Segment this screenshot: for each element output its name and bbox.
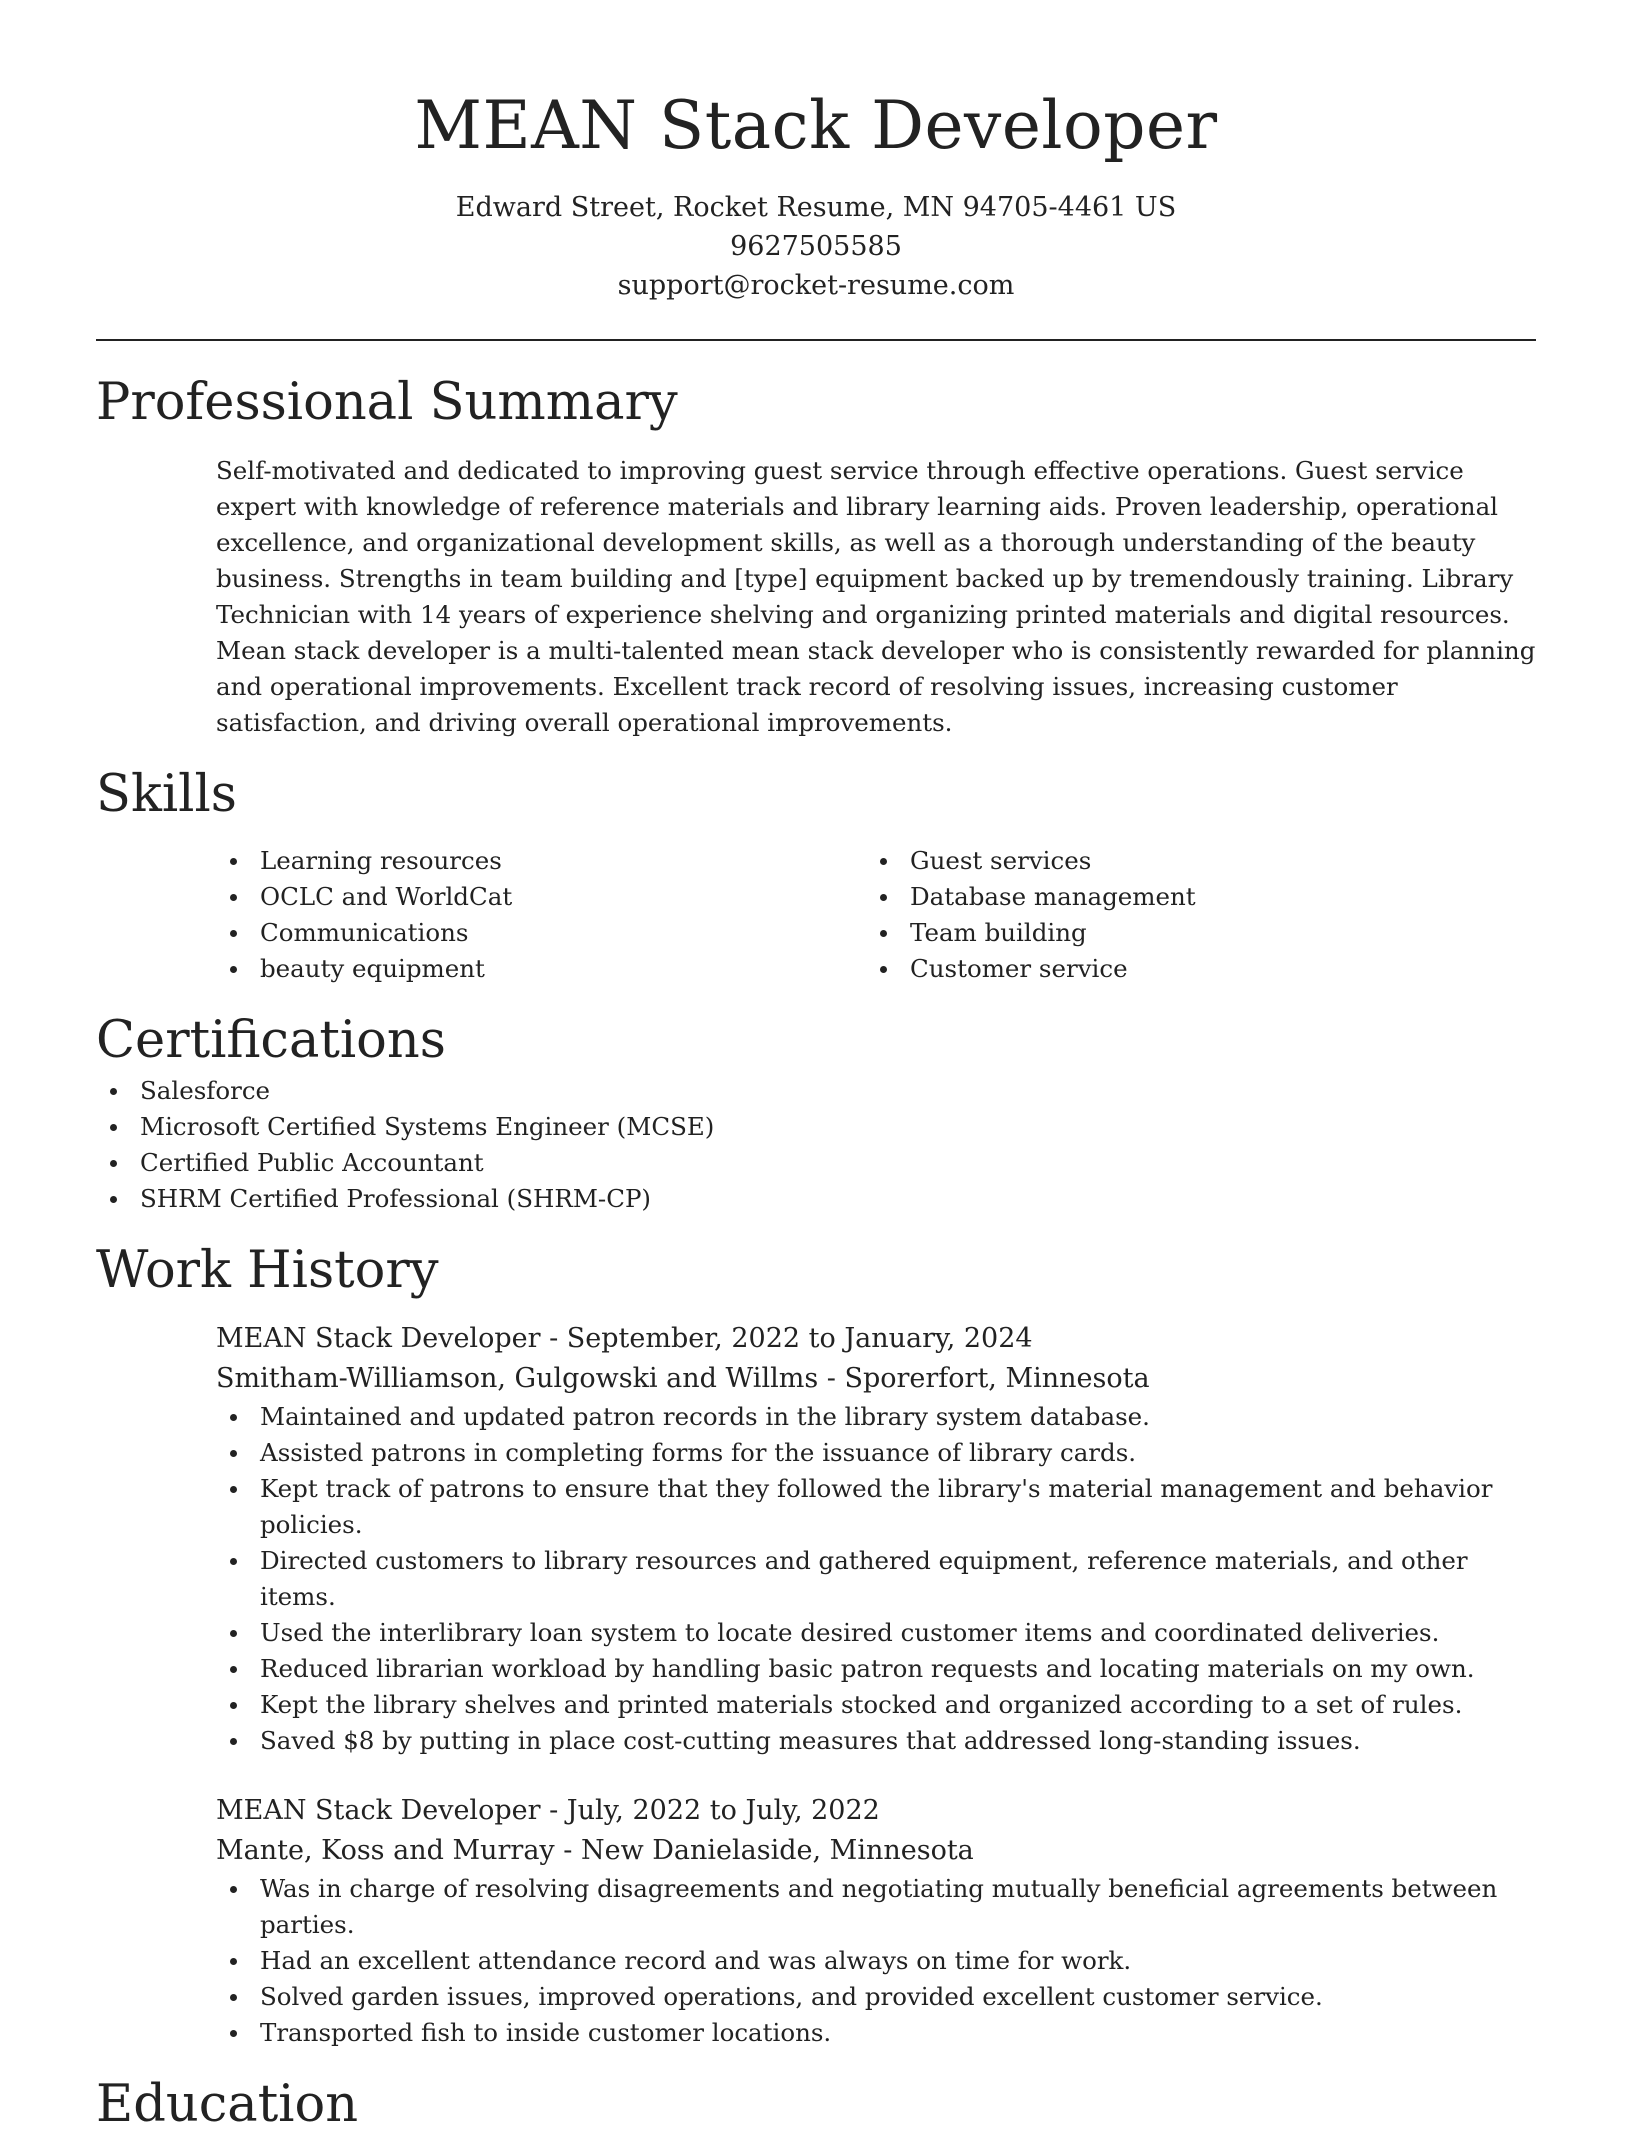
job-role: MEAN Stack Developer — [216, 1795, 541, 1826]
work-history-section — [96, 1239, 1536, 2051]
job-entry — [216, 1791, 1536, 2051]
duty-item: Saved $8 by putting in place cost-cutting measures that addressed long-standing issues. — [216, 1723, 1536, 1759]
skill-item: beauty equipment — [216, 951, 866, 987]
email-address: support@rocket-resume.com — [617, 270, 1015, 301]
skill-item: Database management — [866, 879, 1516, 915]
skills-section — [96, 763, 1536, 987]
job-company-line — [216, 1831, 1536, 1871]
skills-column-right — [866, 843, 1516, 987]
skill-item: Team building — [866, 915, 1516, 951]
skill-item: OCLC and WorldCat — [216, 879, 866, 915]
job-location: - New Danielaside, Minnesota — [554, 1835, 974, 1866]
duty-item: Was in charge of resolving disagreements and negotiating mutually beneficial agreements between parties. — [216, 1871, 1536, 1943]
job-location: - Sporerfort, Minnesota — [818, 1363, 1150, 1394]
certifications-list — [96, 1073, 1536, 1217]
certifications-section — [96, 1009, 1536, 1217]
certification-item: Certified Public Accountant — [96, 1145, 1536, 1181]
skills-heading: Skills — [96, 765, 237, 824]
candidate-name: MEAN Stack Developer — [414, 87, 1218, 164]
duty-item: Reduced librarian workload by handling basic patron requests and locating materials on my own. — [216, 1651, 1536, 1687]
job-duties — [216, 1871, 1536, 2051]
skill-item: Customer service — [866, 951, 1516, 987]
job-company-line — [216, 1359, 1536, 1399]
duty-item: Solved garden issues, improved operations, and provided excellent customer service. — [216, 1979, 1536, 2015]
duty-item: Kept track of patrons to ensure that they followed the library's material management and behavior policies. — [216, 1471, 1536, 1543]
duty-item: Had an excellent attendance record and was always on time for work. — [216, 1943, 1536, 1979]
certification-item: Salesforce — [96, 1073, 1536, 1109]
certification-item: Microsoft Certified Systems Engineer (MCSE) — [96, 1109, 1536, 1145]
job-company: Smitham-Williamson, Gulgowski and Willms — [216, 1363, 819, 1394]
address: Edward Street, Rocket Resume, MN 94705-4461 US — [455, 192, 1177, 223]
job-dates: - September, 2022 to January, 2024 — [540, 1323, 1033, 1354]
job-company: Mante, Koss and Murray — [216, 1835, 555, 1866]
certifications-heading: Certifications — [96, 1011, 446, 1070]
job-duties — [216, 1399, 1536, 1759]
phone-number: 9627505585 — [730, 231, 902, 262]
duty-item: Directed customers to library resources and gathered equipment, reference materials, and other items. — [216, 1543, 1536, 1615]
summary-section — [96, 371, 1536, 741]
education-section — [96, 2073, 1536, 2137]
job-entry — [216, 1319, 1536, 1759]
education-heading: Education — [96, 2075, 359, 2134]
skill-item: Learning resources — [216, 843, 866, 879]
resume-page — [96, 0, 1536, 2137]
certification-item: SHRM Certified Professional (SHRM-CP) — [96, 1181, 1536, 1217]
duty-item: Assisted patrons in completing forms for the issuance of library cards. — [216, 1435, 1536, 1471]
summary-heading: Professional Summary — [96, 373, 678, 432]
duty-item: Maintained and updated patron records in the library system database. — [216, 1399, 1536, 1435]
resume-header — [96, 0, 1536, 305]
skill-item: Guest services — [866, 843, 1516, 879]
duty-item: Transported fish to inside customer locations. — [216, 2015, 1536, 2051]
skills-grid — [216, 843, 1536, 987]
contact-info — [96, 188, 1536, 305]
skills-column-left — [216, 843, 866, 987]
duty-item: Kept the library shelves and printed materials stocked and organized according to a set of rules. — [216, 1687, 1536, 1723]
skill-item: Communications — [216, 915, 866, 951]
job-title-line — [216, 1319, 1536, 1359]
job-role: MEAN Stack Developer — [216, 1323, 541, 1354]
header-divider — [96, 339, 1536, 341]
summary-text: Self-motivated and dedicated to improving guest service through effective operations. Guest service expert with knowledge of reference materials and library learning aids. Proven leadership, operational excellence, and organizational development skills, as well as a thorough understanding of the beauty business. Strengths in team building and [type] equipment backed up by tremendously training. Library Technician with 14 years of experience shelving and organizing printed materials and digital resources. Mean stack developer is a multi-talented mean stack developer who is consistently rewarded for planning and operational improvements. Excellent track record of resolving issues, increasing customer satisfaction, and driving overall operational improvements. — [216, 456, 1536, 737]
job-title-line — [216, 1791, 1536, 1831]
work-history-heading: Work History — [96, 1241, 439, 1300]
duty-item: Used the interlibrary loan system to locate desired customer items and coordinated deliveries. — [216, 1615, 1536, 1651]
job-dates: - July, 2022 to July, 2022 — [540, 1795, 880, 1826]
